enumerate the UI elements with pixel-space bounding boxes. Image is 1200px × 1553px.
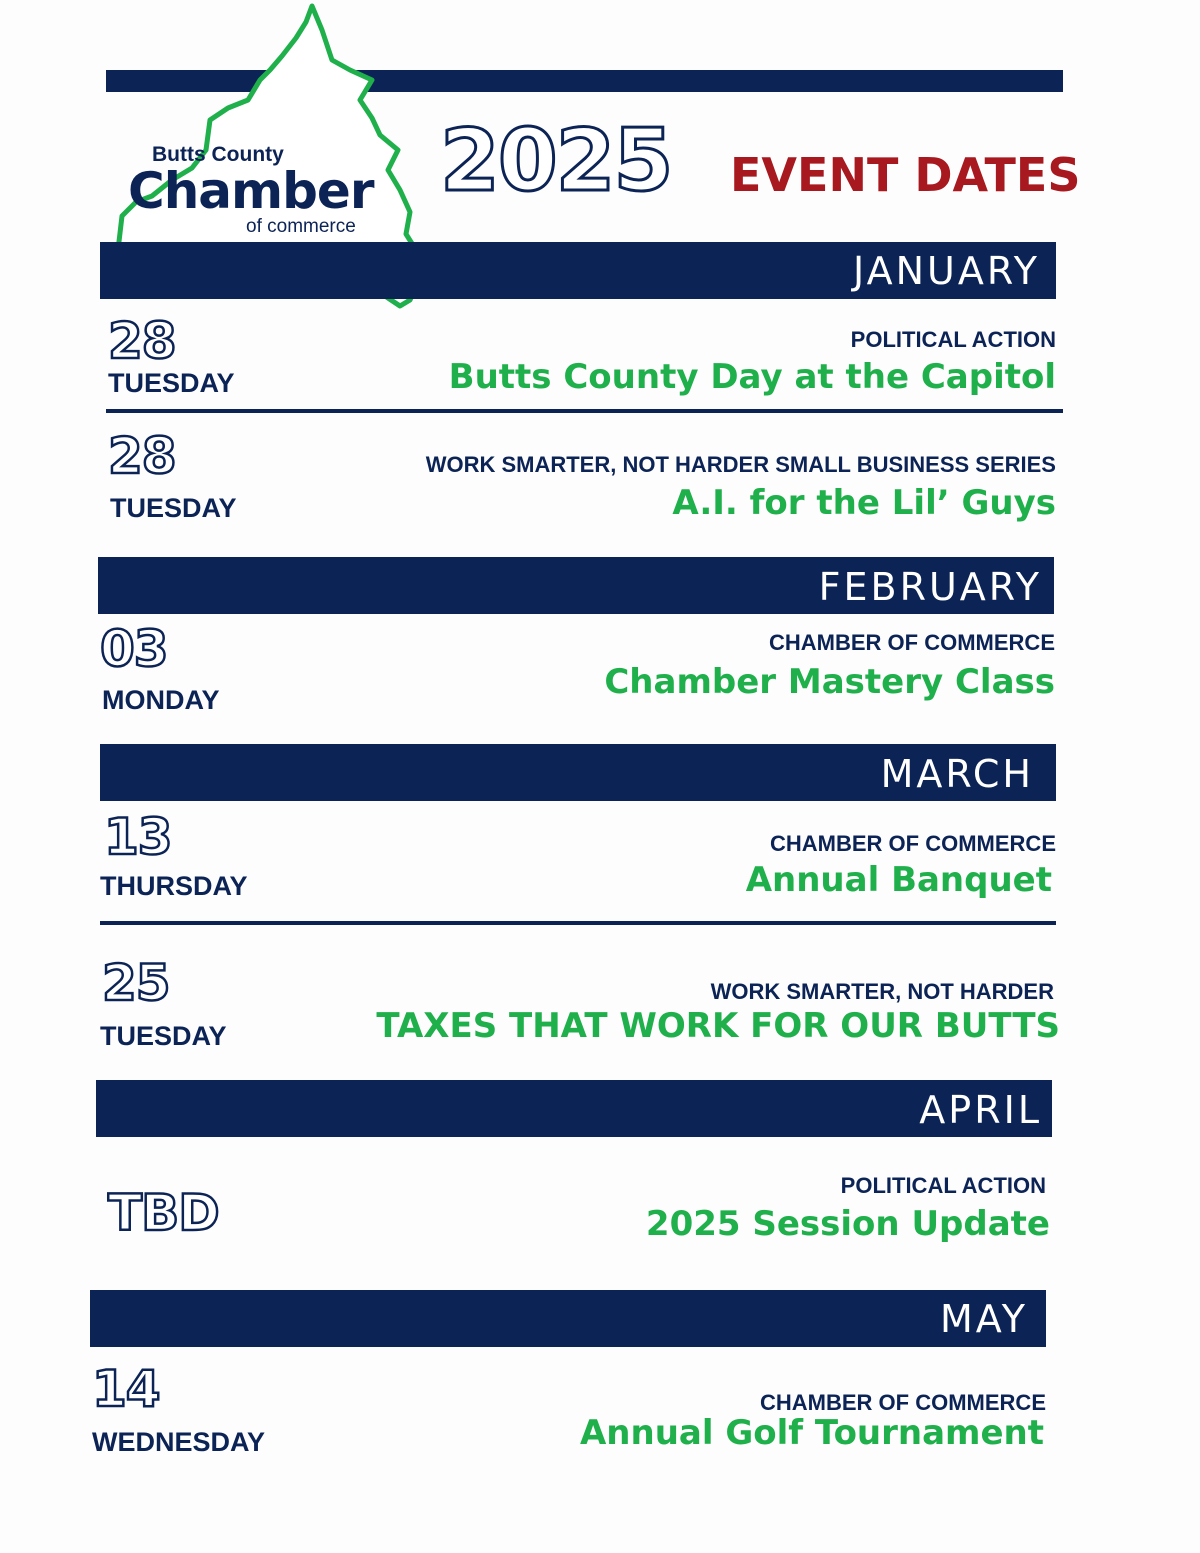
event-category: WORK SMARTER, NOT HARDER SMALL BUSINESS SERIES — [425, 452, 1056, 477]
event-category: POLITICAL ACTION — [840, 1173, 1046, 1198]
event-weekday: WEDNESDAY — [92, 1427, 266, 1457]
event-day: 28 — [108, 312, 176, 370]
month-bar-april — [96, 1080, 1052, 1137]
event-weekday: THURSDAY — [100, 871, 248, 901]
logo-line-1: Butts County — [152, 143, 284, 166]
event-category: CHAMBER OF COMMERCE — [760, 1390, 1046, 1415]
event-day: 14 — [92, 1360, 160, 1418]
month-bar-may — [90, 1290, 1046, 1347]
month-label-march: MARCH — [880, 752, 1034, 796]
event-title: A.I. for the Lil’ Guys — [672, 483, 1056, 523]
event-title: 2025 Session Update — [645, 1204, 1050, 1244]
event-category: CHAMBER OF COMMERCE — [770, 831, 1056, 856]
event-title: Annual Banquet — [745, 860, 1052, 900]
event-day: 28 — [108, 427, 176, 485]
event-day: 03 — [100, 620, 168, 678]
month-label-may: MAY — [939, 1297, 1028, 1341]
event-title: Annual Golf Tournament — [579, 1413, 1044, 1453]
year-heading: 2025 — [440, 111, 672, 211]
event-weekday: MONDAY — [102, 685, 220, 715]
event-day: 25 — [102, 954, 170, 1012]
month-label-february: FEBRUARY — [818, 565, 1042, 609]
event-divider — [106, 409, 1063, 413]
event-category: WORK SMARTER, NOT HARDER — [710, 979, 1054, 1004]
logo-line-2: Chamber — [128, 162, 374, 220]
event-title: TAXES THAT WORK FOR OUR BUTTS — [376, 1006, 1060, 1046]
event-dates-heading: EVENT DATES — [730, 148, 1081, 202]
event-weekday: TUESDAY — [100, 1021, 227, 1051]
event-category: CHAMBER OF COMMERCE — [769, 630, 1055, 655]
month-label-january: JANUARY — [853, 249, 1040, 293]
logo-line-3: of commerce — [246, 216, 356, 237]
event-day: TBD — [108, 1184, 219, 1242]
event-title: Chamber Mastery Class — [604, 662, 1055, 702]
event-weekday: TUESDAY — [110, 493, 237, 523]
event-title: Butts County Day at the Capitol — [448, 357, 1056, 397]
event-divider — [100, 921, 1056, 925]
event-day: 13 — [104, 808, 172, 866]
month-label-april: APRIL — [919, 1088, 1042, 1132]
event-weekday: TUESDAY — [108, 368, 235, 398]
event-category: POLITICAL ACTION — [850, 327, 1056, 352]
